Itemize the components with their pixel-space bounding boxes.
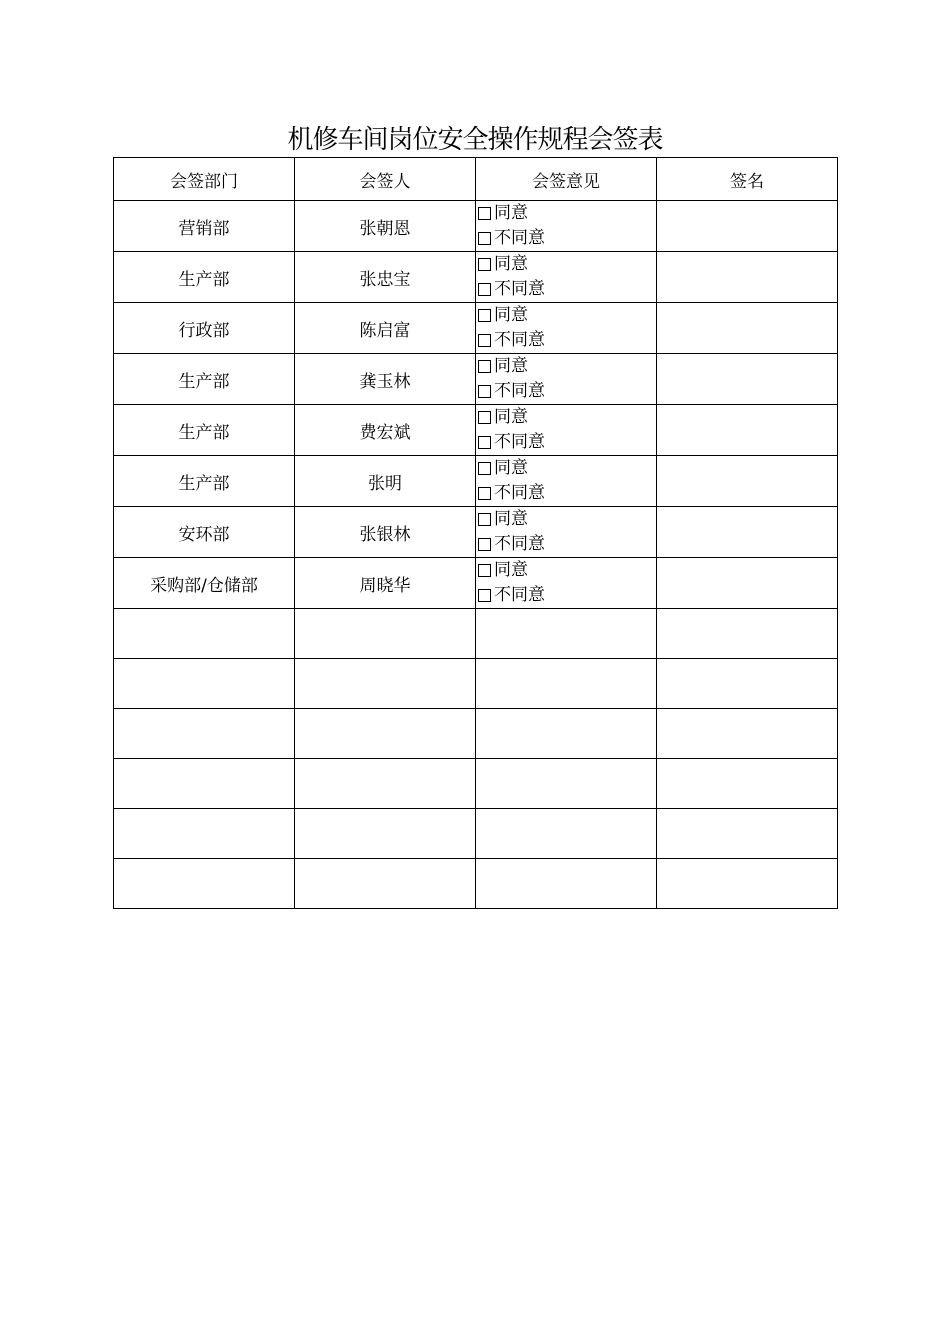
signer-cell: 张明 [295, 456, 476, 507]
signature-cell[interactable] [657, 507, 838, 558]
disagree-option[interactable] [478, 430, 656, 455]
document-title: 机修车间岗位安全操作规程会签表 [287, 125, 663, 155]
blank-opinion-cell[interactable] [476, 809, 657, 859]
checkbox-icon[interactable] [478, 589, 491, 602]
signature-cell[interactable] [657, 558, 838, 609]
table-row [114, 201, 838, 252]
checkbox-icon[interactable] [478, 258, 491, 271]
signer-cell: 张忠宝 [295, 252, 476, 303]
blank-signer-cell[interactable] [295, 859, 476, 909]
blank-signer-cell[interactable] [295, 609, 476, 659]
agree-label: 同意 [494, 203, 528, 223]
signature-cell[interactable] [657, 252, 838, 303]
signer-cell: 陈启富 [295, 303, 476, 354]
blank-table-row [114, 759, 838, 809]
blank-signature-cell[interactable] [657, 659, 838, 709]
signer-cell: 张银林 [295, 507, 476, 558]
department-cell: 生产部 [114, 405, 295, 456]
disagree-option[interactable] [478, 328, 656, 353]
checkbox-icon[interactable] [478, 564, 491, 577]
table-row [114, 303, 838, 354]
disagree-option[interactable] [478, 481, 656, 506]
blank-signature-cell[interactable] [657, 759, 838, 809]
table-row [114, 558, 838, 609]
checkbox-icon[interactable] [478, 385, 491, 398]
blank-opinion-cell[interactable] [476, 709, 657, 759]
blank-signature-cell[interactable] [657, 709, 838, 759]
disagree-option[interactable] [478, 532, 656, 557]
checkbox-icon[interactable] [478, 513, 491, 526]
blank-signature-cell[interactable] [657, 859, 838, 909]
blank-signer-cell[interactable] [295, 659, 476, 709]
disagree-label: 不同意 [494, 330, 545, 350]
blank-opinion-cell[interactable] [476, 859, 657, 909]
disagree-label: 不同意 [494, 279, 545, 299]
blank-table-row [114, 809, 838, 859]
disagree-option[interactable] [478, 226, 656, 251]
agree-label: 同意 [494, 305, 528, 325]
checkbox-icon[interactable] [478, 462, 491, 475]
blank-signature-cell[interactable] [657, 809, 838, 859]
blank-department-cell[interactable] [114, 609, 295, 659]
header-signature: 签名 [657, 158, 838, 201]
header-signer: 会签人 [295, 158, 476, 201]
blank-department-cell[interactable] [114, 759, 295, 809]
blank-table-row [114, 859, 838, 909]
signer-cell: 龚玉林 [295, 354, 476, 405]
blank-department-cell[interactable] [114, 809, 295, 859]
table-header-row [114, 158, 838, 201]
checkbox-icon[interactable] [478, 334, 491, 347]
signer-cell: 费宏斌 [295, 405, 476, 456]
department-cell: 采购部/仓储部 [114, 558, 295, 609]
agree-label: 同意 [494, 356, 528, 376]
agree-label: 同意 [494, 560, 528, 580]
agree-label: 同意 [494, 458, 528, 478]
blank-table-row [114, 659, 838, 709]
opinion-cell [476, 558, 657, 609]
checkbox-icon[interactable] [478, 232, 491, 245]
department-cell: 生产部 [114, 456, 295, 507]
department-cell: 营销部 [114, 201, 295, 252]
table-row [114, 405, 838, 456]
disagree-option[interactable] [478, 583, 656, 608]
checkbox-icon[interactable] [478, 360, 491, 373]
signature-cell[interactable] [657, 354, 838, 405]
agree-option[interactable] [478, 507, 656, 532]
agree-option[interactable] [478, 354, 656, 379]
blank-table-row [114, 709, 838, 759]
blank-department-cell[interactable] [114, 709, 295, 759]
blank-signer-cell[interactable] [295, 759, 476, 809]
department-cell: 安环部 [114, 507, 295, 558]
checkbox-icon[interactable] [478, 411, 491, 424]
agree-option[interactable] [478, 405, 656, 430]
checkbox-icon[interactable] [478, 487, 491, 500]
agree-label: 同意 [494, 509, 528, 529]
blank-table-row [114, 609, 838, 659]
header-department: 会签部门 [114, 158, 295, 201]
opinion-cell [476, 507, 657, 558]
checkbox-icon[interactable] [478, 283, 491, 296]
checkbox-icon[interactable] [478, 309, 491, 322]
table-row [114, 507, 838, 558]
disagree-option[interactable] [478, 379, 656, 404]
agree-option[interactable] [478, 252, 656, 277]
blank-opinion-cell[interactable] [476, 759, 657, 809]
signer-cell: 张朝恩 [295, 201, 476, 252]
department-cell: 行政部 [114, 303, 295, 354]
blank-signer-cell[interactable] [295, 809, 476, 859]
agree-label: 同意 [494, 254, 528, 274]
disagree-label: 不同意 [494, 432, 545, 452]
department-cell: 生产部 [114, 252, 295, 303]
opinion-cell [476, 252, 657, 303]
blank-opinion-cell[interactable] [476, 659, 657, 709]
opinion-cell [476, 201, 657, 252]
disagree-label: 不同意 [494, 534, 545, 554]
agree-option[interactable] [478, 303, 656, 328]
disagree-option[interactable] [478, 277, 656, 302]
blank-signature-cell[interactable] [657, 609, 838, 659]
signature-cell[interactable] [657, 201, 838, 252]
blank-opinion-cell[interactable] [476, 609, 657, 659]
agree-label: 同意 [494, 407, 528, 427]
table-row [114, 252, 838, 303]
checkbox-icon[interactable] [478, 207, 491, 220]
signature-cell[interactable] [657, 303, 838, 354]
checkbox-icon[interactable] [478, 436, 491, 449]
disagree-label: 不同意 [494, 483, 545, 503]
table-row [114, 354, 838, 405]
signer-cell: 周晓华 [295, 558, 476, 609]
checkbox-icon[interactable] [478, 538, 491, 551]
opinion-cell [476, 405, 657, 456]
department-cell: 生产部 [114, 354, 295, 405]
blank-department-cell[interactable] [114, 859, 295, 909]
agree-option[interactable] [478, 201, 656, 226]
disagree-label: 不同意 [494, 585, 545, 605]
opinion-cell [476, 354, 657, 405]
table-row [114, 456, 838, 507]
disagree-label: 不同意 [494, 228, 545, 248]
signature-cell[interactable] [657, 456, 838, 507]
signature-cell[interactable] [657, 405, 838, 456]
agree-option[interactable] [478, 558, 656, 583]
disagree-label: 不同意 [494, 381, 545, 401]
agree-option[interactable] [478, 456, 656, 481]
signoff-table [113, 157, 838, 909]
header-opinion: 会签意见 [476, 158, 657, 201]
blank-department-cell[interactable] [114, 659, 295, 709]
opinion-cell [476, 303, 657, 354]
table-body [114, 201, 838, 909]
opinion-cell [476, 456, 657, 507]
blank-signer-cell[interactable] [295, 709, 476, 759]
